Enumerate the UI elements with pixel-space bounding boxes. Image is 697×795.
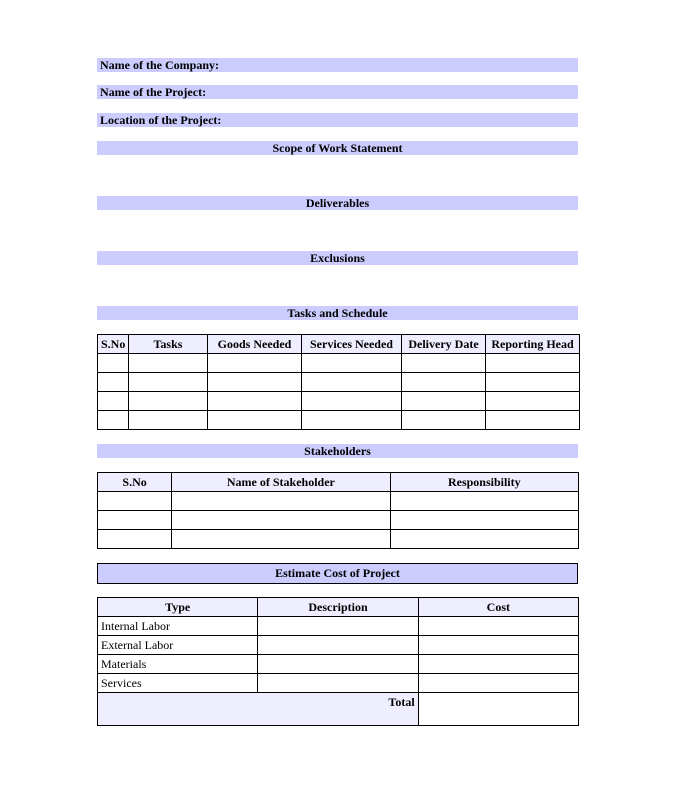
table-cell[interactable]: [129, 411, 208, 430]
stakeholders-table-header-row: [98, 473, 579, 492]
table-cell[interactable]: [418, 674, 578, 693]
cost-type-external-labor: External Labor: [98, 636, 258, 655]
table-cell[interactable]: [98, 373, 129, 392]
company-name-field[interactable]: [97, 58, 578, 72]
cost-section-title: Estimate Cost of Project: [275, 566, 400, 580]
table-cell[interactable]: [258, 636, 418, 655]
cost-col-type: Type: [98, 598, 258, 617]
tasks-section-title: Tasks and Schedule: [287, 306, 388, 320]
table-cell[interactable]: [98, 511, 172, 530]
tasks-table-header-row: [98, 335, 580, 354]
table-row: [98, 392, 580, 411]
project-name-label: Name of the Project:: [100, 85, 207, 99]
table-cell[interactable]: [486, 392, 580, 411]
table-row: [98, 617, 579, 636]
table-cell[interactable]: [258, 674, 418, 693]
cost-col-description: Description: [258, 598, 418, 617]
exclusions-section-title: Exclusions: [310, 251, 365, 265]
table-row: [98, 373, 580, 392]
stakeholders-col-sno: S.No: [98, 473, 172, 492]
table-cell[interactable]: [402, 373, 486, 392]
cost-table: [97, 597, 579, 726]
table-cell[interactable]: [98, 354, 129, 373]
project-name-field[interactable]: [97, 85, 578, 99]
stakeholders-section-title: Stakeholders: [304, 444, 371, 458]
project-location-label: Location of the Project:: [100, 113, 222, 127]
table-row: [98, 674, 579, 693]
table-cell[interactable]: [98, 492, 172, 511]
cost-type-materials: Materials: [98, 655, 258, 674]
table-row: [98, 492, 579, 511]
stakeholders-col-name: Name of Stakeholder: [172, 473, 390, 492]
table-cell[interactable]: [98, 411, 129, 430]
cost-type-services: Services: [98, 674, 258, 693]
cost-table-header-row: [98, 598, 579, 617]
table-cell[interactable]: [302, 373, 402, 392]
tasks-col-reporting-head: Reporting Head: [486, 335, 580, 354]
table-cell[interactable]: [208, 392, 302, 411]
table-row: [98, 511, 579, 530]
tasks-section-header: [97, 306, 578, 320]
deliverables-section-header: [97, 196, 578, 210]
scope-section-title: Scope of Work Statement: [272, 141, 403, 155]
cost-total-value[interactable]: [418, 693, 578, 726]
table-cell[interactable]: [302, 392, 402, 411]
cost-type-internal-labor: Internal Labor: [98, 617, 258, 636]
table-cell[interactable]: [172, 492, 390, 511]
table-cell[interactable]: [98, 530, 172, 549]
table-cell[interactable]: [302, 354, 402, 373]
table-cell[interactable]: [402, 354, 486, 373]
exclusions-section-header: [97, 251, 578, 265]
table-cell[interactable]: [418, 636, 578, 655]
table-row: [98, 530, 579, 549]
table-cell[interactable]: [390, 492, 578, 511]
stakeholders-col-responsibility: Responsibility: [390, 473, 578, 492]
table-cell[interactable]: [129, 392, 208, 411]
tasks-col-goods: Goods Needed: [208, 335, 302, 354]
table-cell[interactable]: [208, 373, 302, 392]
table-row: [98, 354, 580, 373]
table-cell[interactable]: [98, 392, 129, 411]
stakeholders-table: [97, 472, 579, 549]
table-cell[interactable]: [402, 411, 486, 430]
table-cell[interactable]: [172, 530, 390, 549]
tasks-table: [97, 334, 580, 430]
company-name-label: Name of the Company:: [100, 58, 219, 72]
deliverables-section-title: Deliverables: [305, 196, 370, 210]
table-row: [98, 655, 579, 674]
table-cell[interactable]: [208, 411, 302, 430]
tasks-col-tasks: Tasks: [129, 335, 208, 354]
table-cell[interactable]: [486, 411, 580, 430]
cost-col-cost: Cost: [418, 598, 578, 617]
cost-section-header: [97, 563, 578, 584]
table-cell[interactable]: [486, 373, 580, 392]
tasks-col-sno: S.No: [98, 335, 129, 354]
table-cell[interactable]: [208, 354, 302, 373]
table-cell[interactable]: [129, 373, 208, 392]
table-cell[interactable]: [258, 617, 418, 636]
table-row: [98, 411, 580, 430]
table-cell[interactable]: [390, 511, 578, 530]
table-cell[interactable]: [418, 617, 578, 636]
table-cell[interactable]: [129, 354, 208, 373]
project-location-field[interactable]: [97, 113, 578, 127]
tasks-col-services: Services Needed: [302, 335, 402, 354]
cost-total-row: [98, 693, 579, 726]
table-cell[interactable]: [302, 411, 402, 430]
stakeholders-section-header: [97, 444, 578, 458]
table-cell[interactable]: [172, 511, 390, 530]
table-cell[interactable]: [258, 655, 418, 674]
table-cell[interactable]: [486, 354, 580, 373]
table-cell[interactable]: [402, 392, 486, 411]
table-cell[interactable]: [390, 530, 578, 549]
table-cell[interactable]: [418, 655, 578, 674]
scope-section-header: [97, 141, 578, 155]
table-row: [98, 636, 579, 655]
tasks-col-delivery-date: Delivery Date: [402, 335, 486, 354]
cost-total-label: Total: [98, 693, 419, 726]
